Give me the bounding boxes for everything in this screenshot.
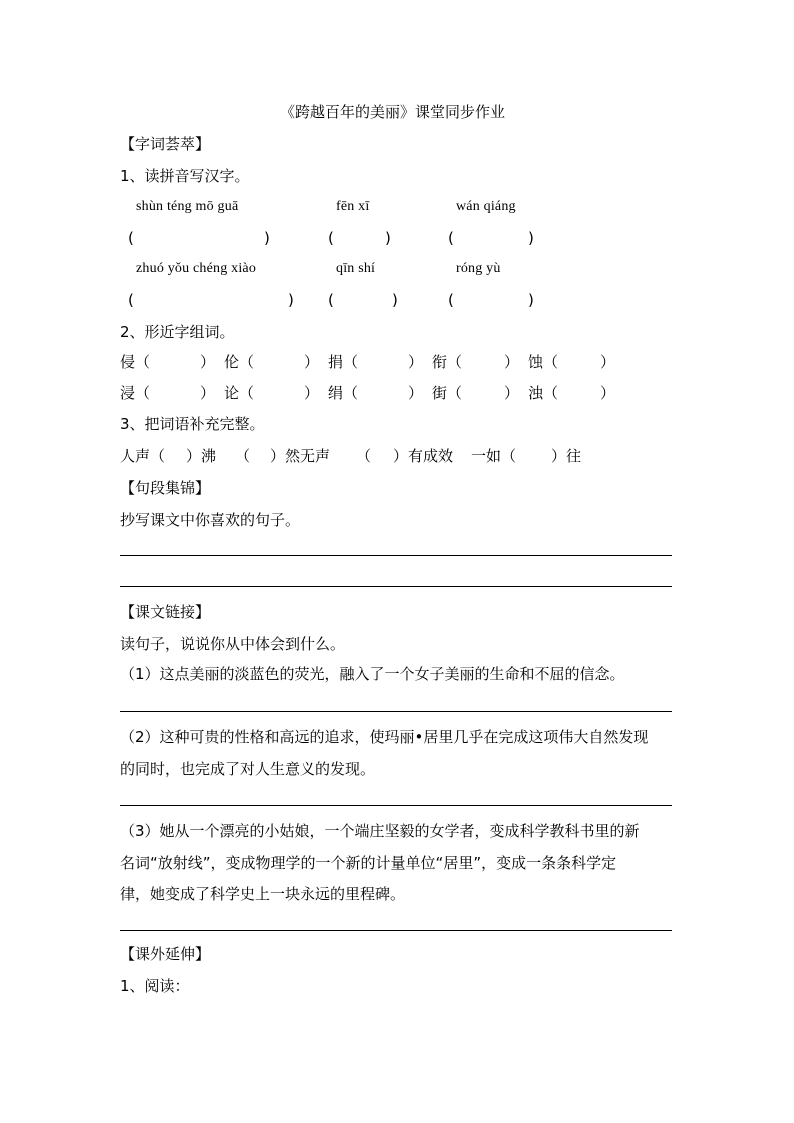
answer-line [120, 555, 672, 556]
sentence-3-line-1: （3）她从一个漂亮的小姑娘，一个端庄坚毅的女学者，变成科学教科书里的新 [120, 822, 640, 840]
similar-char-item: 伦（ [224, 353, 255, 371]
answer-line [120, 711, 672, 712]
answer-line [120, 805, 672, 806]
idiom-part: 人声（ [120, 447, 166, 465]
idiom-part: ）沸 [186, 447, 217, 465]
question-1-label: 1、读拼音写汉字。 [120, 167, 250, 185]
idiom-part: ）往 [551, 447, 582, 465]
sentence-3-line-2: 名词“放射线”，变成物理学的一个新的计量单位“居里”，变成一条条科学定 [120, 854, 617, 872]
similar-char-close: ） [408, 353, 424, 371]
similar-char-close: ） [200, 353, 216, 371]
sentence-3-line-3: 律，她变成了科学史上一块永远的里程碑。 [120, 885, 406, 903]
question-2-label: 2、形近字组词。 [120, 323, 235, 341]
answer-line [120, 586, 672, 587]
reading-prompt: 读句子，说说你从中体会到什么。 [120, 635, 346, 653]
sentence-2-line-1: （2）这种可贵的性格和高远的追求，使玛丽•居里几乎在完成这项伟大自然发现 [120, 728, 649, 746]
similar-char-item: 绢（ [328, 384, 359, 402]
answer-paren-close: ) [288, 291, 294, 309]
section-heading-extension: 【课外延伸】 [120, 945, 211, 963]
similar-char-close: ） [504, 353, 520, 371]
idiom-part: （ [356, 447, 372, 465]
answer-paren-close: ) [528, 229, 534, 247]
similar-char-close: ） [600, 384, 616, 402]
answer-paren-open: ( [448, 229, 454, 247]
similar-char-close: ） [304, 353, 320, 371]
similar-char-close: ） [504, 384, 520, 402]
section-heading-text-link: 【课文链接】 [120, 603, 211, 621]
similar-char-close: ） [304, 384, 320, 402]
pinyin-4: zhuó yǒu chéng xiào [136, 261, 257, 276]
similar-char-item: 论（ [224, 384, 255, 402]
similar-char-close: ） [600, 353, 616, 371]
question-3-label: 3、把词语补充完整。 [120, 415, 265, 433]
similar-char-item: 捐（ [328, 353, 359, 371]
pinyin-6: róng yù [456, 261, 501, 276]
answer-paren-close: ) [264, 229, 270, 247]
answer-paren-close: ) [392, 291, 398, 309]
similar-char-item: 侵（ [120, 353, 151, 371]
idiom-part: 一如（ [471, 447, 517, 465]
sentence-1: （1）这点美丽的淡蓝色的荧光，融入了一个女子美丽的生命和不屈的信念。 [120, 665, 625, 683]
idiom-part: （ [235, 447, 251, 465]
answer-paren-open: ( [328, 291, 334, 309]
pinyin-3: wán qiáng [456, 199, 516, 214]
similar-char-item: 浸（ [120, 384, 151, 402]
page-title: 《跨越百年的美丽》课堂同步作业 [280, 103, 506, 121]
idiom-part: ）有成效 [393, 447, 454, 465]
similar-char-item: 蚀（ [528, 353, 559, 371]
section-heading-vocabulary: 【字词荟萃】 [120, 135, 211, 153]
answer-paren-open: ( [128, 291, 134, 309]
similar-char-item: 街（ [432, 384, 463, 402]
extension-item-1: 1、阅读： [120, 977, 190, 995]
pinyin-5: qīn shí [336, 261, 376, 276]
answer-line [120, 930, 672, 931]
similar-char-item: 衔（ [432, 353, 463, 371]
similar-char-close: ） [200, 384, 216, 402]
pinyin-1: shùn téng mō guā [136, 199, 239, 214]
idiom-part: ）然无声 [270, 447, 331, 465]
similar-char-item: 浊（ [528, 384, 559, 402]
answer-paren-open: ( [328, 229, 334, 247]
pinyin-2: fēn xī [336, 199, 370, 214]
sentence-2-line-2: 的同时，也完成了对人生意义的发现。 [120, 760, 376, 778]
answer-paren-close: ) [385, 229, 391, 247]
section-heading-sentences: 【句段集锦】 [120, 479, 211, 497]
similar-char-close: ） [408, 384, 424, 402]
answer-paren-close: ) [528, 291, 534, 309]
answer-paren-open: ( [448, 291, 454, 309]
answer-paren-open: ( [128, 229, 134, 247]
copy-sentence-prompt: 抄写课文中你喜欢的句子。 [120, 511, 301, 529]
